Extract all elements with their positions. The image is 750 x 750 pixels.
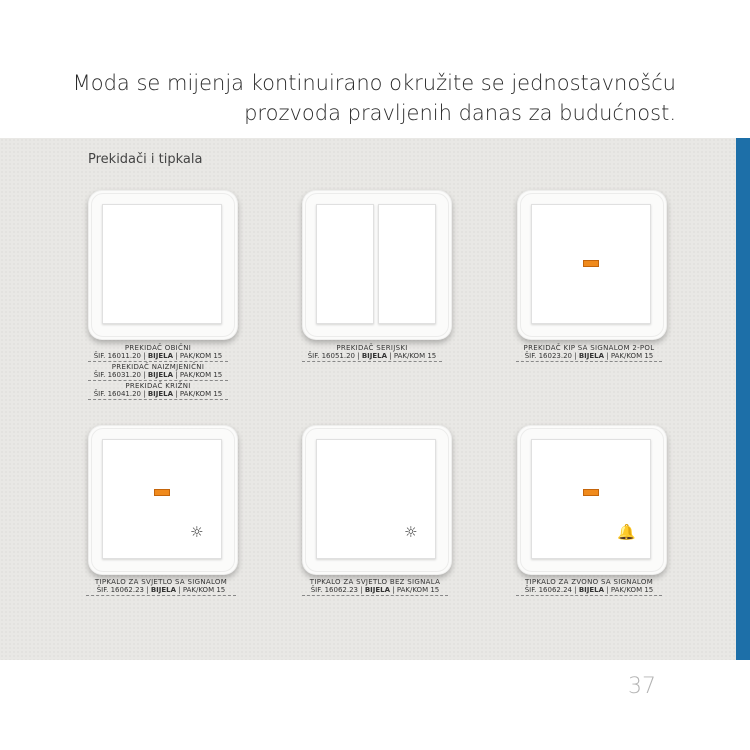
signal-led-icon [583,260,599,267]
switch-image-light-button [302,425,452,575]
accent-bar [736,138,750,660]
spec-entry [88,381,228,400]
switch-image-light-button-signal [88,425,238,575]
product-name: TIPKALO ZA SVJETLO SA SIGNALOM [94,578,228,586]
switch-image-simple [88,190,238,340]
spec-block-6 [516,577,662,596]
product-name: PREKIDAČ OBIČNI [124,344,192,352]
product-name: TIPKALO ZA SVJETLO BEZ SIGNALA [309,578,441,586]
light-bulb-icon: ☼ [404,523,418,541]
switch-image-bell-button-signal [517,425,667,575]
product-name: PREKIDAČ KIP SA SIGNALOM 2-POL [523,344,655,352]
product-name: PREKIDAČ SERIJSKI [336,344,408,352]
signal-led-icon [154,489,170,496]
switch-rocker [531,204,651,324]
switch-rocker [102,204,222,324]
spec-entry [88,362,228,381]
spec-entry [302,577,448,596]
switch-rocker [531,439,651,559]
product-code-line: ŠIF. 16011.20 | BIJELA | PAK/KOM 15 [93,352,223,360]
spec-entry [88,343,228,362]
spec-block-3 [516,343,662,362]
product-code-line: ŠIF. 16023.20 | BIJELA | PAK/KOM 15 [524,352,654,360]
switch-image-kip-signal [517,190,667,340]
section-title: Prekidači i tipkala [88,152,203,167]
spec-block-1 [88,343,228,400]
product-code-line: ŠIF. 16041.20 | BIJELA | PAK/KOM 15 [93,390,223,398]
spec-block-4 [86,577,236,596]
switch-rocker [316,439,436,559]
spec-entry [516,577,662,596]
product-name: PREKIDAČ NAIZMJENIČNI [111,363,205,371]
rocker-left [316,204,374,324]
switch-image-serial [302,190,452,340]
page-number: 37 [628,674,656,699]
product-code-line: ŠIF. 16062.24 | BIJELA | PAK/KOM 15 [524,586,654,594]
spec-entry [516,343,662,362]
product-code-line: ŠIF. 16031.20 | BIJELA | PAK/KOM 15 [93,371,223,379]
signal-led-icon [583,489,599,496]
spec-block-5 [302,577,448,596]
spec-entry [86,577,236,596]
bell-icon: 🔔 [617,523,636,541]
product-name: TIPKALO ZA ZVONO SA SIGNALOM [524,578,654,586]
headline-line-2: prozvoda pravljenih danas za budućnost. [244,101,676,125]
headline [0,68,676,128]
product-code-line: ŠIF. 16062.23 | BIJELA | PAK/KOM 15 [96,586,226,594]
switch-rocker-split [316,204,436,324]
spec-entry [302,343,442,362]
switch-rocker [102,439,222,559]
rocker-right [378,204,436,324]
product-code-line: ŠIF. 16051.20 | BIJELA | PAK/KOM 15 [307,352,437,360]
headline-line-1: Moda se mijenja kontinuirano okružite se jednostavnošću [72,71,676,95]
product-name: PREKIDAČ KRIŽNI [125,382,191,390]
product-code-line: ŠIF. 16062.23 | BIJELA | PAK/KOM 15 [310,586,440,594]
light-bulb-icon: ☼ [190,523,204,541]
spec-block-2 [302,343,442,362]
